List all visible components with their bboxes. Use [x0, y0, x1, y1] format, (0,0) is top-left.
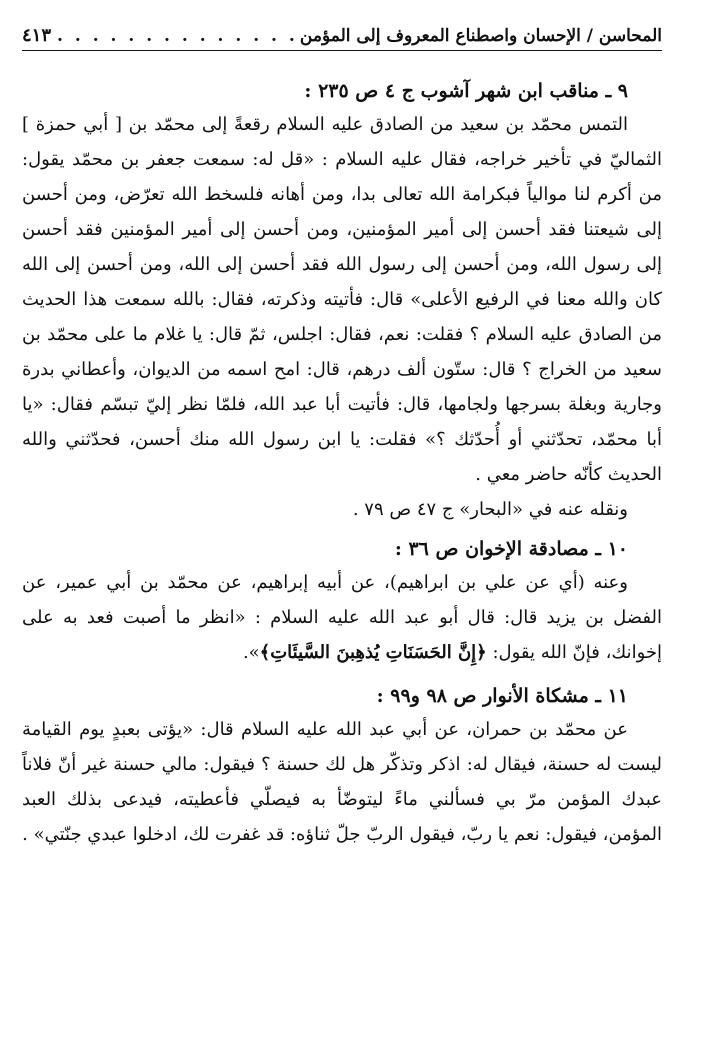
section-paragraph-11: عن محمّد بن حمران، عن أبي عبد الله عليه السلام قال: «يؤتى بعبدٍ يوم القيامة ليست له حسنة، فيقال له: اذكر وتذكّر هل لك حسنة ؟ فيقول: مالي حسنة غير أنّ فلاناً عبدك المؤمن مرّ بي فسألني ماءً ليتوضّأ به فيصلّي فأعطيته، فيدعى بذلك العبد المؤمن، فيقول: نعم يا ربّ، فيقول الربّ جلّ ثناؤه: قد غفرت لك، ادخلوا عبدي جنّتي» . — [22, 719, 662, 845]
spacer — [22, 670, 662, 680]
running-head-title: المحاسن / الإحسان واصطناع المعروف إلى المؤمن — [299, 26, 662, 46]
paragraph-text-end: ». — [242, 642, 260, 663]
section-heading-9: ٩ ـ مناقب ابن شهر آشوب ج ٤ ص ٢٣٥ : — [304, 80, 628, 102]
section-paragraph-10 — [22, 565, 662, 670]
paragraph-text: وعنه (أي عن علي بن ابراهيم)، عن أبيه إبراهيم، عن محمّد بن أبي عمير، عن الفضل بن يزيد قال: قال أبو عبد الله عليه السلام : «انظر ما أصبت فعد به على إخوانك، فإنّ الله يقول: — [22, 572, 662, 663]
quran-verse: ﴿إِنَّ الحَسَنَاتِ يُذهِبنَ السَّيئَاتِ﴾ — [259, 642, 487, 663]
section-paragraph-9: التمس محمّد بن سعيد من الصادق عليه السلام رقعةً إلى محمّد بن [ أبي حمزة ] الثماليّ في تأخير خراجه، فقال عليه السلام : «قل له: سمعت جعفر بن محمّد يقول: من أكرم لنا موالياً فبكرامة الله تعالى بدا، ومن أهانه فلسخط الله تعرّض، ومن أحسن إلى شيعتنا فقد أحسن إلى أمير المؤمنين، ومن أحسن إلى أمير المؤمنين فقد أحسن إلى رسول الله، ومن أحسن إلى رسول الله فقد أحسن إلى الله، ومن أحسن إلى الله كان والله معنا في الرفيع الأعلى» قال: فأتيته وذكرته، فقال: بالله سمعت هذا الحديث من الصادق عليه السلام ؟ فقلت: نعم، فقال: اجلس، ثمّ قال: يا غلام ما على محمّد بن سعيد من الخراج ؟ قال: ستّون ألف درهم، قال: امح اسمه من الديوان، وأعطاني بدرة وجارية وبغلة بسرجها ولجامها، قال: فأتيت أبا عبد الله، فلمّا نظر إليّ تبسّم فقال: «يا أبا محمّد، تحدّثني أو أُحدّثك ؟» فقلت: يا ابن رسول الله منك أحسن، فحدّثني والله الحديث كأنّه حاضر معي . — [22, 114, 662, 485]
source-note: ونقله عنه في «البحار» ج ٤٧ ص ٧٩ . — [352, 499, 628, 520]
book-page — [22, 10, 662, 1040]
leader-dots — [57, 26, 294, 46]
section-heading-11: ١١ ـ مشكاة الأنوار ص ٩٨ و٩٩ : — [376, 685, 628, 707]
section-heading-10: ١٠ ـ مصادقة الإخوان ص ٣٦ : — [394, 538, 628, 560]
page-number: ٤١٣ — [22, 25, 52, 46]
running-head — [22, 10, 662, 50]
header-rule — [22, 50, 662, 51]
